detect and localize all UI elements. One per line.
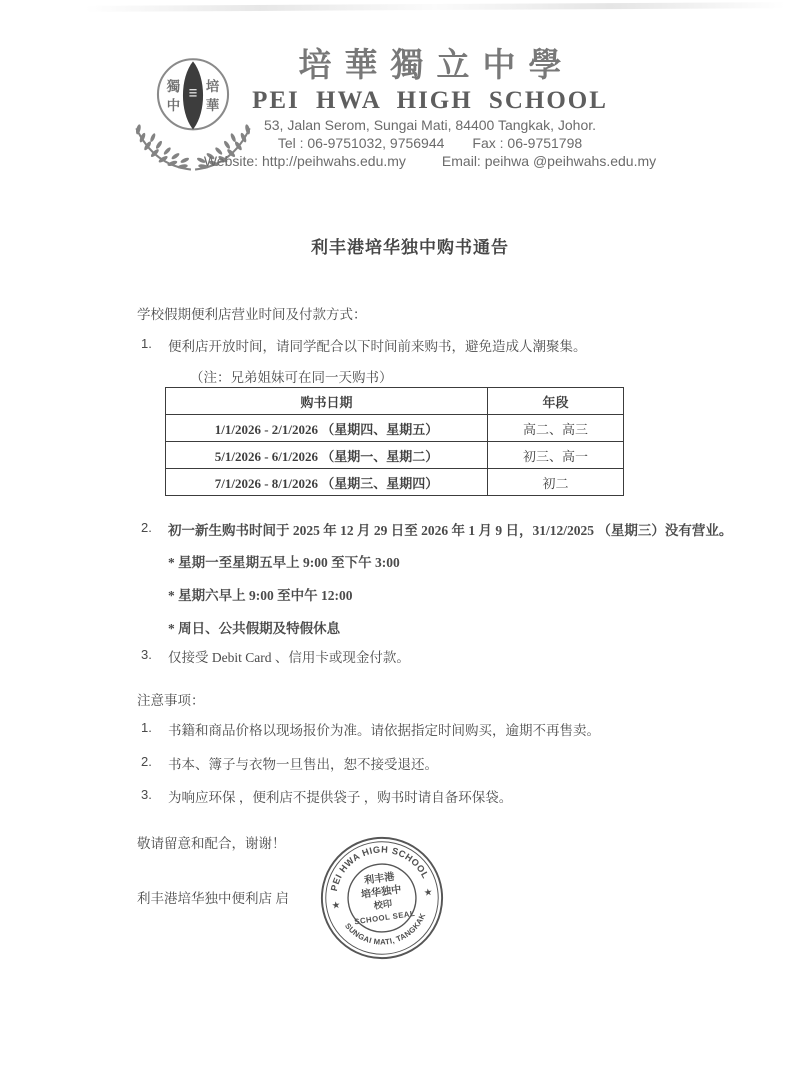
school-tel: Tel : 06-9751032, 9756944 bbox=[277, 135, 445, 151]
opening-hours-saturday: * 星期六早上 9:00 至中午 12:00 bbox=[168, 588, 353, 603]
note-item-2-number: 2. bbox=[141, 754, 152, 769]
list-item-1-number: 1. bbox=[141, 336, 152, 351]
note-item-3 bbox=[141, 786, 771, 806]
date-cell: 1/1/2026 - 2/1/2026 （星期四、星期五） bbox=[166, 415, 488, 442]
date-cell: 7/1/2026 - 8/1/2026 （星期三、星期四） bbox=[166, 469, 488, 496]
list-item-3-number: 3. bbox=[141, 647, 152, 662]
opening-hours-weekday: * 星期一至星期五早上 9:00 至下午 3:00 bbox=[168, 555, 400, 570]
table-header-date: 购书日期 bbox=[166, 388, 488, 415]
school-email: Email: peihwa @peihwahs.edu.my bbox=[441, 153, 657, 169]
list-item-3-text: 仅接受 Debit Card 、信用卡或现金付款。 bbox=[168, 650, 410, 665]
table-header-grade: 年段 bbox=[488, 388, 624, 415]
note-item-1-number: 1. bbox=[141, 720, 152, 735]
seal-inner-line-1: 利丰港 bbox=[363, 871, 396, 887]
seal-inner-line-4: SCHOOL SEAL bbox=[353, 908, 416, 927]
school-website: Website: http://peihwahs.edu.my bbox=[203, 153, 406, 169]
grade-cell: 初二 bbox=[488, 469, 624, 496]
opening-hours-closed: * 周日、公共假期及特假休息 bbox=[168, 621, 341, 636]
list-item-1-text: 便利店开放时间，请同学配合以下时间前来购书，避免造成人潮聚集。 bbox=[168, 339, 587, 354]
list-item-2-number: 2. bbox=[141, 520, 152, 535]
note-item-2-text: 书本、簿子与衣物一旦售出，恕不接受退还。 bbox=[168, 757, 438, 772]
school-address: 53, Jalan Serom, Sungai Mati, 84400 Tangkak, Johor. bbox=[263, 117, 597, 133]
signature-line: 利丰港培华独中便利店 启 bbox=[137, 891, 289, 906]
list-item-1 bbox=[141, 335, 771, 355]
seal-star-right-icon: ★ bbox=[423, 886, 434, 899]
logo-left-char-2: 中 bbox=[166, 97, 181, 113]
note-item-2 bbox=[141, 753, 771, 773]
school-name-chinese: 培華獨立中學 bbox=[298, 48, 575, 84]
scan-artifact bbox=[85, 2, 785, 12]
school-name-english: PEI HWA HIGH SCHOOL bbox=[252, 87, 608, 114]
logo-right-char-1: 培 bbox=[205, 79, 220, 95]
table-row bbox=[166, 469, 624, 496]
notes-title: 注意事项： bbox=[137, 693, 205, 708]
list-item-2 bbox=[141, 519, 732, 539]
logo-left-char-1: 獨 bbox=[166, 79, 181, 95]
school-fax: Fax : 06-9751798 bbox=[472, 135, 583, 151]
note-item-1 bbox=[141, 719, 771, 739]
seal-inner-line-3: 校印 bbox=[373, 898, 393, 911]
seal-star-left-icon: ★ bbox=[331, 899, 342, 912]
grade-cell: 初三、高一 bbox=[488, 442, 624, 469]
table-header-row bbox=[166, 388, 624, 415]
note-item-3-text: 为响应环保 ，便利店不提供袋子 ，购书时请自备环保袋。 bbox=[168, 790, 513, 805]
list-item-3 bbox=[141, 646, 771, 666]
table-row bbox=[166, 442, 624, 469]
purchase-schedule-table bbox=[165, 387, 624, 496]
seal-top-text: PEI HWA HIGH SCHOOL bbox=[328, 844, 431, 893]
note-item-1-text: 书籍和商品价格以现场报价为准。请依据指定时间购买，逾期不再售卖。 bbox=[168, 723, 600, 738]
seal-bottom-text: SUNGAI MATI, TANGKAK bbox=[343, 911, 428, 947]
table-row bbox=[166, 415, 624, 442]
notice-intro: 学校假期便利店营业时间及付款方式： bbox=[137, 307, 367, 322]
seal-inner-line-2: 培华独中 bbox=[360, 884, 403, 901]
school-web-line bbox=[185, 153, 675, 169]
notice-title: 利丰港培华独中购书通告 bbox=[311, 238, 509, 257]
school-seal bbox=[311, 827, 453, 969]
letterhead bbox=[185, 44, 675, 169]
list-item-1-note: （注：兄弟姐妹可在同一天购书） bbox=[190, 370, 393, 385]
school-phone-line bbox=[185, 135, 675, 151]
closing-line: 敬请留意和配合，谢谢！ bbox=[137, 836, 286, 851]
logo-right-char-2: 華 bbox=[205, 97, 220, 113]
date-cell: 5/1/2026 - 6/1/2026 （星期一、星期二） bbox=[166, 442, 488, 469]
list-item-2-text: 初一新生购书时间于 2025 年 12 月 29 日至 2026 年 1 月 9 日，31/12/2025 （星期三）没有营业。 bbox=[168, 523, 733, 538]
grade-cell: 高二、高三 bbox=[488, 415, 624, 442]
note-item-3-number: 3. bbox=[141, 787, 152, 802]
